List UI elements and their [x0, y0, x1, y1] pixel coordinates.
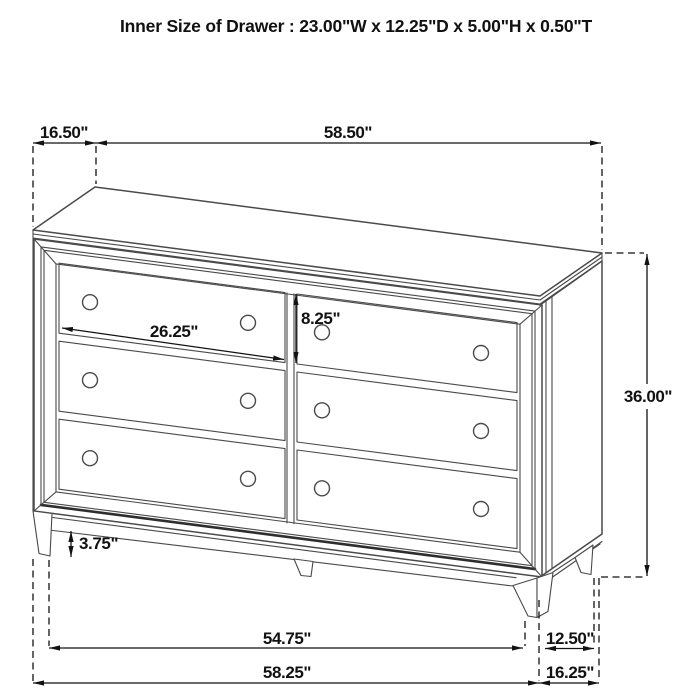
dim-label-drawer-height: 8.25" [301, 309, 341, 328]
top-face [33, 187, 602, 296]
drawer-knob [315, 403, 330, 418]
drawer-knob [474, 424, 489, 439]
leg-front-right-side-face [537, 573, 553, 618]
drawer-knob [474, 346, 489, 361]
leg-back-right [575, 545, 593, 575]
dim-label-leg-depth-span: 12.50" [545, 629, 595, 648]
front-frame-outer [34, 239, 542, 577]
dim-base-width [33, 559, 539, 683]
drawer-right-3 [297, 450, 517, 549]
dim-label-base-width: 58.25" [262, 663, 312, 682]
center-stile [287, 293, 294, 524]
dim-label-base-depth: 16.25" [545, 663, 595, 682]
dim-label-leg-height: 3.75" [79, 534, 119, 553]
drawer-left-3 [59, 419, 285, 518]
front-frame-bevel [44, 250, 532, 565]
drawer-left-1 [59, 263, 285, 362]
dim-front-leg-span [49, 560, 525, 648]
frame-miter-joints [34, 239, 542, 577]
leg-front-left [33, 511, 52, 556]
dim-label-top-depth: 16.50" [39, 123, 89, 142]
drawer-right-2 [297, 372, 517, 471]
dim-label-drawer-width: 26.25" [149, 322, 199, 341]
leg-front-right-front-face [513, 578, 537, 618]
dimension-annotations [33, 123, 672, 683]
leg-front-center [294, 559, 313, 577]
apron-back-corner-edge [593, 542, 602, 549]
drawer-knob [474, 502, 489, 517]
apron-top-edge [49, 517, 516, 578]
dim-label-front-leg-span: 54.75" [262, 629, 312, 648]
dim-leg-height [71, 531, 118, 557]
drawer-knob [241, 471, 256, 486]
side-panel [540, 261, 602, 577]
dim-top-depth [33, 123, 96, 227]
drawer-knob [83, 295, 98, 310]
front-frame-inner [56, 264, 520, 552]
drawer-knob [241, 393, 256, 408]
dim-label-overall-height: 36.00" [623, 387, 673, 406]
page-title: Inner Size of Drawer : 23.00"W x 12.25"D x 5.00"H x 0.50"T [120, 16, 592, 36]
dresser-drawing [33, 187, 602, 618]
drawer-knob [241, 315, 256, 330]
drawer-knob [83, 451, 98, 466]
drawer-left-2 [59, 341, 285, 440]
drawer-knob [83, 373, 98, 388]
drawer-knob [315, 481, 330, 496]
dim-overall-height [601, 253, 672, 577]
dim-leg-depth-span [545, 578, 594, 649]
front-frame-bevel [41, 247, 535, 569]
dim-label-top-width: 58.50" [323, 123, 373, 142]
dim-top-width [96, 123, 602, 250]
